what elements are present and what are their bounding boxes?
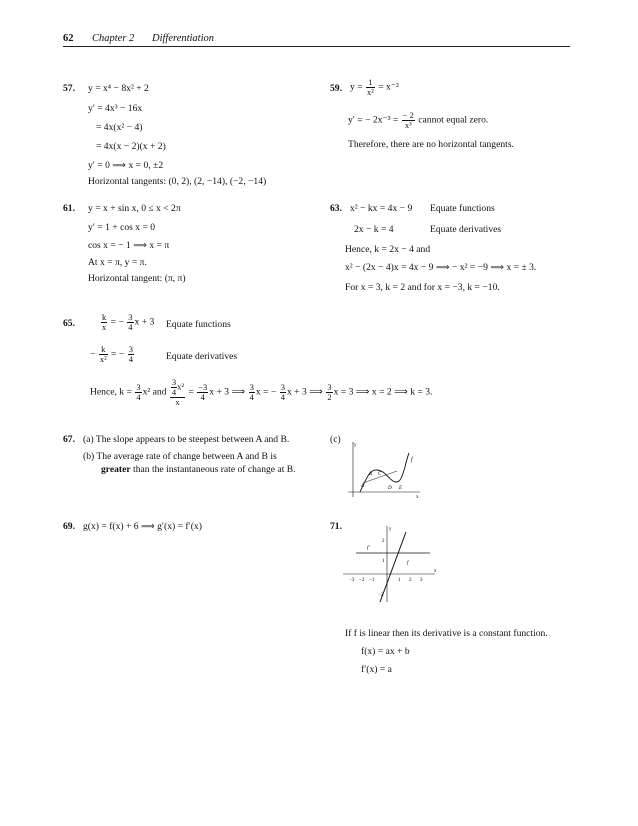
p59-fraction: $\frac{1}{\text{x²}}$: [367, 77, 374, 97]
chapter-label: Chapter 2: [92, 33, 135, 44]
problem-71-number: 71.: [330, 521, 342, 532]
p71-ytick-2: 2: [382, 539, 385, 544]
page-number: 62: [63, 33, 74, 44]
p65-line-2: − $\frac{k}{\text{x²}}$ = − $\frac{3}{4}$: [90, 344, 133, 364]
p71-tick-m1: −1: [369, 578, 375, 583]
problem-61-number: 61.: [63, 203, 75, 214]
p71-line-2: f(x) = ax + b: [361, 646, 410, 657]
p57-line-6: Horizontal tangents: (0, 2), (2, −14), (−2, −14): [88, 176, 267, 187]
p71-graph: [340, 522, 440, 604]
header-rule: [63, 46, 570, 47]
p67-part-b-2: greater than the instantaneous rate of change at B.: [101, 464, 296, 475]
p63-line-4: x² − (2x − 4)x = 4x − 9 ⟹ − x² = −9 ⟹ x = ± 3.: [345, 262, 537, 273]
chapter-title: Differentiation: [152, 33, 215, 44]
p57-line-5: y′ = 0 ⟹ x = 0, ±2: [88, 160, 164, 171]
p71-tick-3: 3: [420, 578, 423, 583]
p71-line-1: If f is linear then its derivative is a constant function.: [345, 628, 548, 639]
p67-graph: [345, 437, 435, 507]
p65-note-2: Equate derivatives: [166, 351, 238, 362]
p67-label-D: D: [388, 486, 392, 491]
p59-fraction-2: $\frac{- 2}{\text{x³}}$: [402, 110, 414, 130]
p59-line-3: Therefore, there are no horizontal tangents.: [348, 139, 514, 150]
p67-part-a: (a) The slope appears to be steepest between A and B.: [83, 434, 290, 445]
p57-line-1: y = x⁴ − 8x² + 2: [88, 83, 149, 94]
p67-label-x: x: [416, 495, 419, 500]
p71-label-y: y: [389, 527, 392, 532]
p71-label-x: x: [434, 569, 437, 574]
p71-ytick-m2: −2: [378, 593, 384, 598]
p67-label-f: f: [411, 457, 413, 463]
p67-label-B: B: [369, 472, 373, 477]
p57-line-3: = 4x(x² − 4): [96, 122, 143, 133]
p59-line-2: y′ = − 2x⁻³ = $\frac{- 2}{\text{x³}}$ cannot equal zero.: [348, 110, 489, 130]
p67-label-A: A: [361, 484, 365, 489]
p65-line-1: $\frac{k}{x}$ = − $\frac{3}{4}$ x + 3: [102, 312, 155, 332]
p69-line-1: g(x) = f(x) + 6 ⟹ g′(x) = f′(x): [83, 521, 202, 532]
p71-label-f: f: [407, 561, 409, 566]
p63-note-2: Equate derivatives: [430, 224, 502, 235]
p61-line-2: y′ = 1 + cos x = 0: [88, 222, 156, 233]
p71-tick-1: 1: [398, 578, 401, 583]
p63-line-2: 2x − k = 4: [354, 224, 394, 235]
p63-line-3: Hence, k = 2x − 4 and: [345, 244, 431, 255]
p59-line-1: y = $\frac{1}{\text{x²}}$ = x⁻²: [350, 77, 399, 97]
p63-line-5: For x = 3, k = 2 and for x = −3, k = −10.: [345, 282, 500, 293]
p71-line-3: f′(x) = a: [361, 664, 392, 675]
p63-note-1: Equate functions: [430, 203, 495, 214]
p67-part-b-1: (b) The average rate of change between A and B is: [83, 451, 277, 462]
p71-ytick-1: 1: [382, 559, 385, 564]
p61-line-3: cos x = − 1 ⟹ x = π: [88, 240, 170, 251]
p63-line-1: x² − kx = 4x − 9: [350, 203, 413, 214]
p65-line-3: Hence, k = $\frac{3}{4}$ x² and $\frac{3}{4}$ x² x = $\frac{-3}{4}$ x + 3 ⟹ $\frac{3}{4}$ x = − $\frac{3}{4}$ x + 3 ⟹ $\frac{3}{2}$ x = 3 ⟹ x = 2 ⟹ k = 3.: [90, 377, 433, 407]
problem-67-number: 67.: [63, 434, 75, 445]
p67-label-C: C: [378, 472, 382, 477]
p57-line-2: y′ = 4x³ − 16x: [88, 103, 143, 114]
p57-line-4: = 4x(x − 2)(x + 2): [96, 141, 166, 152]
p71-tick-m2: −2: [359, 578, 365, 583]
problem-65-number: 65.: [63, 318, 75, 329]
problem-69-number: 69.: [63, 521, 75, 532]
p61-line-5: Horizontal tangent: (π, π): [88, 273, 186, 284]
problem-59-number: 59.: [330, 83, 342, 94]
problem-63-number: 63.: [330, 203, 342, 214]
p71-tick-2: 2: [409, 578, 412, 583]
p67-label-E: E: [399, 486, 403, 491]
problem-57-number: 57.: [63, 83, 75, 94]
p67-part-c: (c): [330, 434, 341, 445]
p61-line-4: At x = π, y = π.: [88, 257, 147, 268]
p67-label-y: y: [354, 443, 357, 448]
p71-label-fprime: f′: [367, 546, 370, 551]
p61-line-1: y = x + sin x, 0 ≤ x < 2π: [88, 203, 181, 214]
p65-note-1: Equate functions: [166, 319, 231, 330]
p71-tick-m3: −3: [349, 578, 355, 583]
